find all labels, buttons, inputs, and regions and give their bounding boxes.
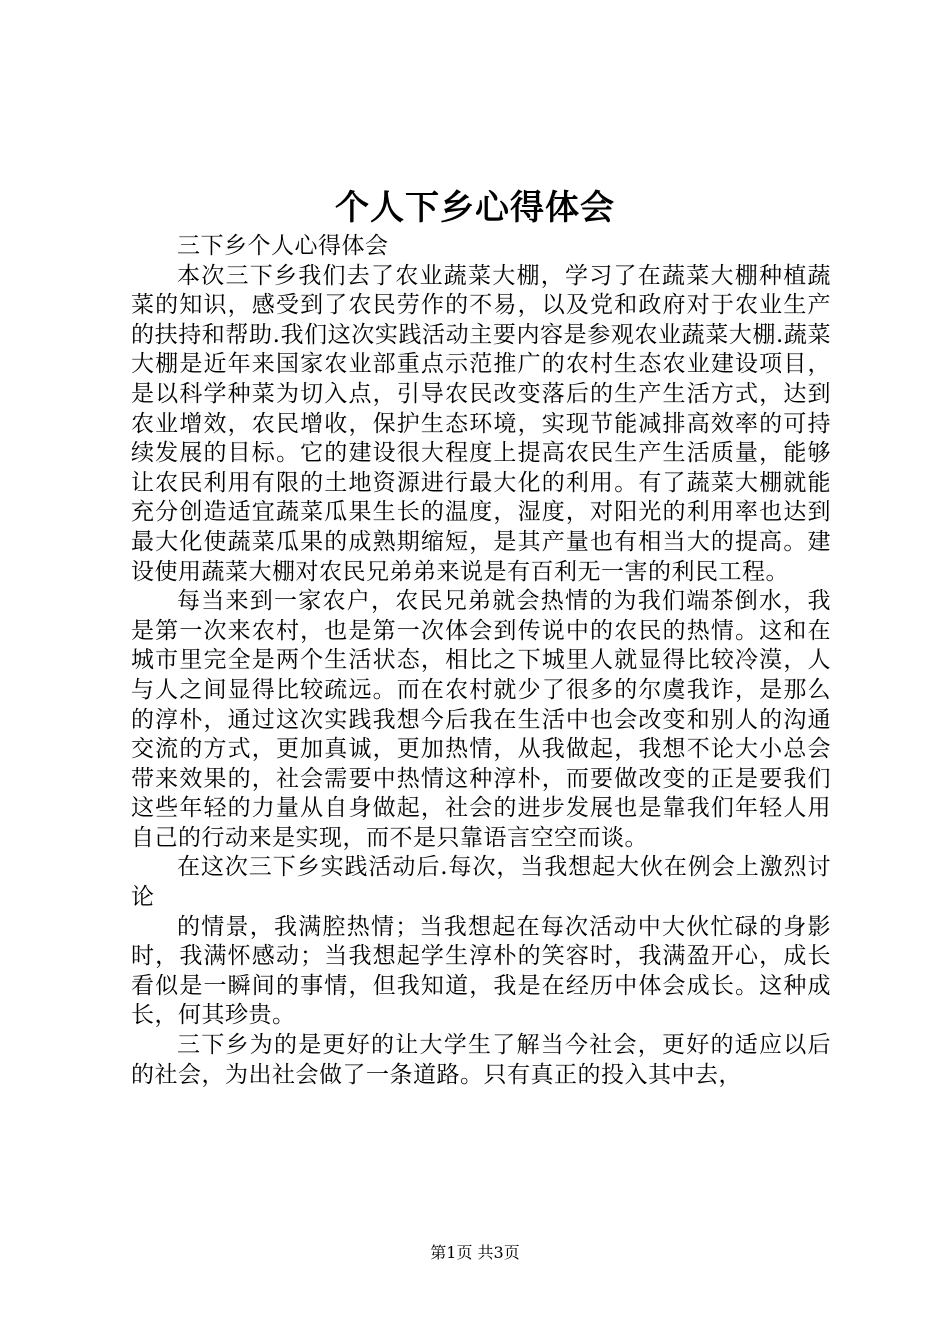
paragraph-farmers-hospitality: 每当来到一家农户，农民兄弟就会热情的为我们端茶倒水，我是第一次来农村，也是第一次体会到传说中的农民的热情。这和在城市里完全是两个生活状态，相比之下城里人就显得比较冷漠，人与人之间显得比较疏远。而在农村就少了很多的尔虞我诈，是那么的淳朴，通过这次实践我想今后我在生活中也会改变和别人的沟通交流的方式，更加真诚，更加热情，从我做起，我想不论大小总会带来效果的，社会需要中热情这种淳朴，而要做改变的正是要我们这些年轻的力量从自身做起，社会的进步发展也是靠我们年轻人用自己的行动来是实现，而不是只靠语言空空而谈。 — [131, 588, 831, 851]
document-title: 个人下乡心得体会 — [335, 188, 615, 228]
page-footer: 第1页 共3页 — [430, 1243, 520, 1262]
document-body — [131, 232, 831, 1090]
paragraph-purpose: 三下乡为的是更好的让大学生了解当今社会，更好的适应以后的社会，为出社会做了一条道路。只有真正的投入其中去， — [131, 1032, 831, 1088]
paragraph-after-activity: 在这次三下乡实践活动后.每次，当我想起大伙在例会上激烈讨论 — [131, 854, 831, 911]
paragraph-growth: 的情景，我满腔热情；当我想起在每次活动中大伙忙碌的身影时，我满怀感动；当我想起学生淳朴的笑容时，我满盈开心，成长看似是一瞬间的事情，但我知道，我是在经历中体会成长。这种成长，何其珍贵。 — [131, 913, 831, 1029]
paragraph-vegetable-greenhouse: 本次三下乡我们去了农业蔬菜大棚，学习了在蔬菜大棚种植蔬菜的知识，感受到了农民劳作的不易，以及党和政府对于农业生产的扶持和帮助.我们这次实践活动主要内容是参观农业蔬菜大棚.蔬菜大棚是近年来国家农业部重点示范推广的农村生态农业建设项目，是以科学种菜为切入点，引导农民改变落后的生产生活方式，达到农业增效，农民增收，保护生态环境，实现节能减排高效率的可持续发展的目标。它的建设很大程度上提高农民生产生活质量，能够让农民利用有限的土地资源进行最大化的利用。有了蔬菜大棚就能充分创造适宜蔬菜瓜果生长的温度，湿度，对阳光的利用率也达到最大化使蔬菜瓜果的成熟期缩短，是其产量也有相当大的提高。建设使用蔬菜大棚对农民兄弟弟来说是有百利无一害的利民工程。 — [131, 262, 831, 585]
paragraph-subtitle: 三下乡个人心得体会 — [177, 233, 389, 259]
